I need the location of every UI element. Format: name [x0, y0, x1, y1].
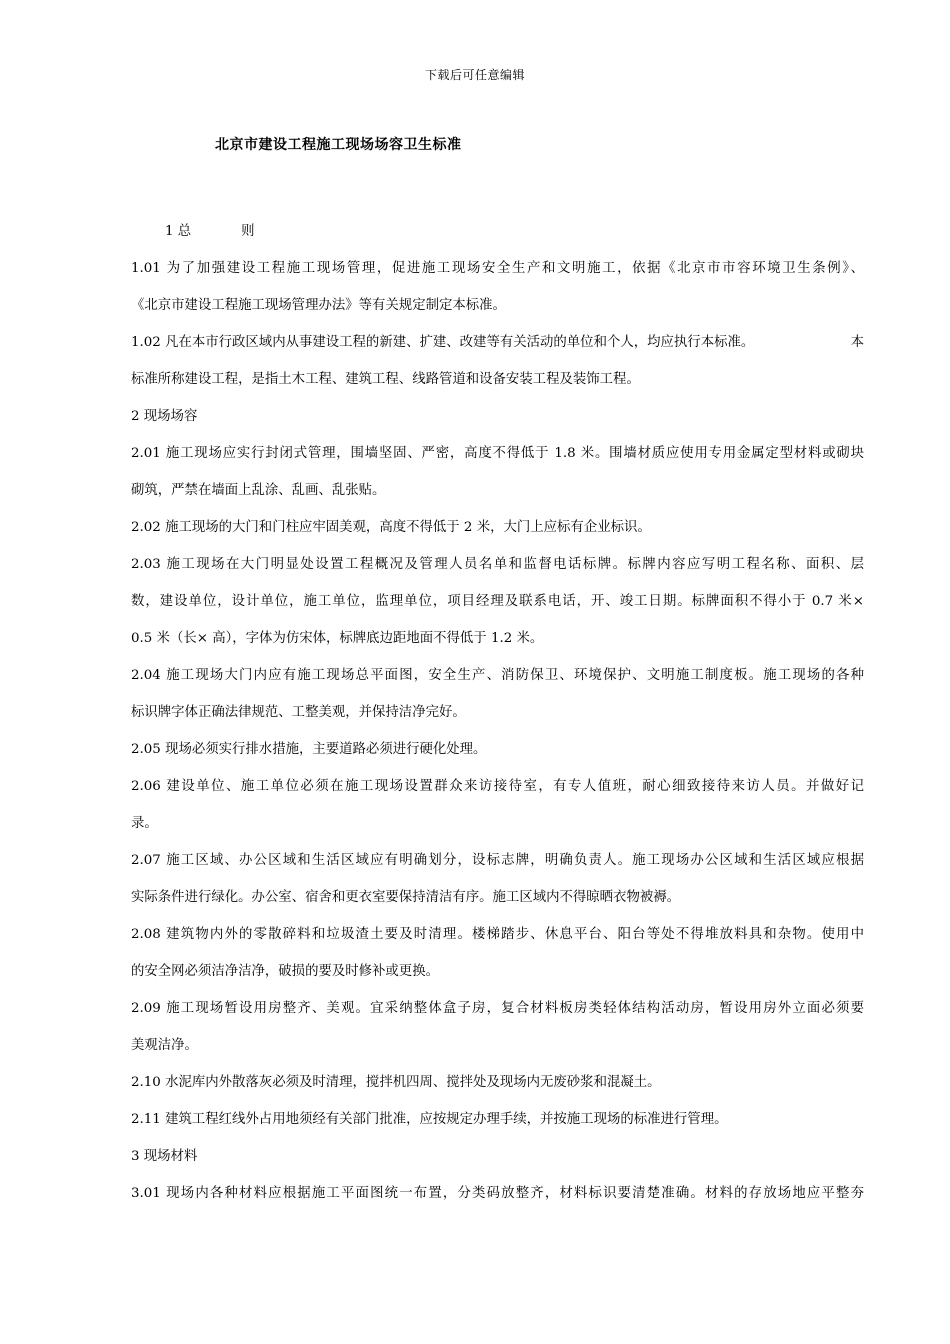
clause-2-05: 2.05 现场必须实行排水措施，主要道路必须进行硬化处理。	[131, 742, 487, 757]
clause-2-08-line-2: 的安全网必须洁净洁净，破损的要及时修补或更换。	[131, 964, 439, 979]
clause-2-06-line-2: 录。	[131, 816, 158, 831]
clause-1-01-line-2: 《北京市建设工程施工现场管理办法》等有关规定制定本标准。	[131, 298, 506, 313]
section-heading-1	[131, 213, 864, 250]
section-number: 1 总	[165, 224, 192, 239]
clause-2-04-line-2: 标识牌字体正确法律规范、工整美观，并保持洁净完好。	[131, 705, 466, 720]
clause-1-02-line-2: 标准所称建设工程，是指土木工程、建筑工程、线路管道和设备安装工程及装饰工程。	[131, 372, 640, 387]
clause-2-06-line-1: 2.06 建设单位、施工单位必须在施工现场设置群众来访接待室，有专人值班，耐心细致接待来访人员。并做好记	[131, 779, 864, 794]
document-body	[131, 213, 864, 1212]
clause-2-07-line-2: 实际条件进行绿化。办公室、宿舍和更衣室要保持清洁有序。施工区域内不得晾晒衣物被褥。	[131, 890, 681, 905]
clause-2-01-line-2: 砌筑，严禁在墙面上乱涂、乱画、乱张贴。	[131, 483, 386, 498]
clause-3-01-line-1: 3.01 现场内各种材料应根据施工平面图统一布置，分类码放整齐，材料标识要清楚准确。材料的存放场地应平整夯	[131, 1186, 864, 1201]
clause-2-10: 2.10 水泥库内外散落灰必须及时清理，搅拌机四周、搅拌处及现场内无废砂浆和混凝土。	[131, 1075, 661, 1090]
clause-2-02: 2.02 施工现场的大门和门柱应牢固美观，高度不得低于 2 米，大门上应标有企业标识。	[131, 520, 651, 535]
clause-2-09-line-1: 2.09 施工现场暂设用房整齐、美观。宜采纳整体盒子房，复合材料板房类轻体结构活动房，暂设用房外立面必须要	[131, 1001, 864, 1016]
section-heading-2: 2 现场场容	[131, 409, 198, 424]
clause-2-03-line-1: 2.03 施工现场在大门明显处设置工程概况及管理人员名单和监督电话标牌。标牌内容应写明工程名称、面积、层	[131, 557, 864, 572]
clause-2-07-line-1: 2.07 施工区域、办公区域和生活区域应有明确划分，设标志牌，明确负责人。施工现场办公区域和生活区域应根据	[131, 853, 864, 868]
clause-2-04-line-1: 2.04 施工现场大门内应有施工现场总平面图，安全生产、消防保卫、环境保护、文明施工制度板。施工现场的各种	[131, 668, 864, 683]
section-name: 则	[241, 224, 255, 239]
clause-1-01-line-1: 1.01 为了加强建设工程施工现场管理，促进施工现场安全生产和文明施工，依据《北京市市容环境卫生条例》、	[131, 261, 864, 276]
header-note: 下载后可任意编辑	[424, 68, 525, 82]
clause-2-08-line-1: 2.08 建筑物内外的零散碎料和垃圾渣土要及时清理。楼梯踏步、休息平台、阳台等处不得堆放料具和杂物。使用中	[131, 927, 864, 942]
clause-2-11: 2.11 建筑工程红线外占用地须经有关部门批准，应按规定办理手续，并按施工现场的标准进行管理。	[131, 1112, 728, 1127]
clause-2-09-line-2: 美观洁净。	[131, 1038, 198, 1053]
clause-2-01-line-1: 2.01 施工现场应实行封闭式管理，围墙坚固、严密，高度不得低于 1.8 米。围墙材质应使用专用金属定型材料或砌块	[131, 446, 864, 461]
clause-2-03-line-2: 数，建设单位，设计单位，施工单位，监理单位，项目经理及联系电话，开、竣工日期。标牌面积不得小于 0.7 米×	[131, 594, 864, 609]
clause-2-03-line-3: 0.5 米（长× 高），字体为仿宋体，标牌底边距地面不得低于 1.2 米。	[131, 631, 544, 646]
document-title: 北京市建设工程施工现场场容卫生标准	[215, 137, 462, 153]
clause-1-02-line-1: 1.02 凡在本市行政区域内从事建设工程的新建、扩建、改建等有关活动的单位和个人，均应执行本标准。 本	[131, 335, 864, 350]
section-heading-3: 3 现场材料	[131, 1149, 198, 1164]
